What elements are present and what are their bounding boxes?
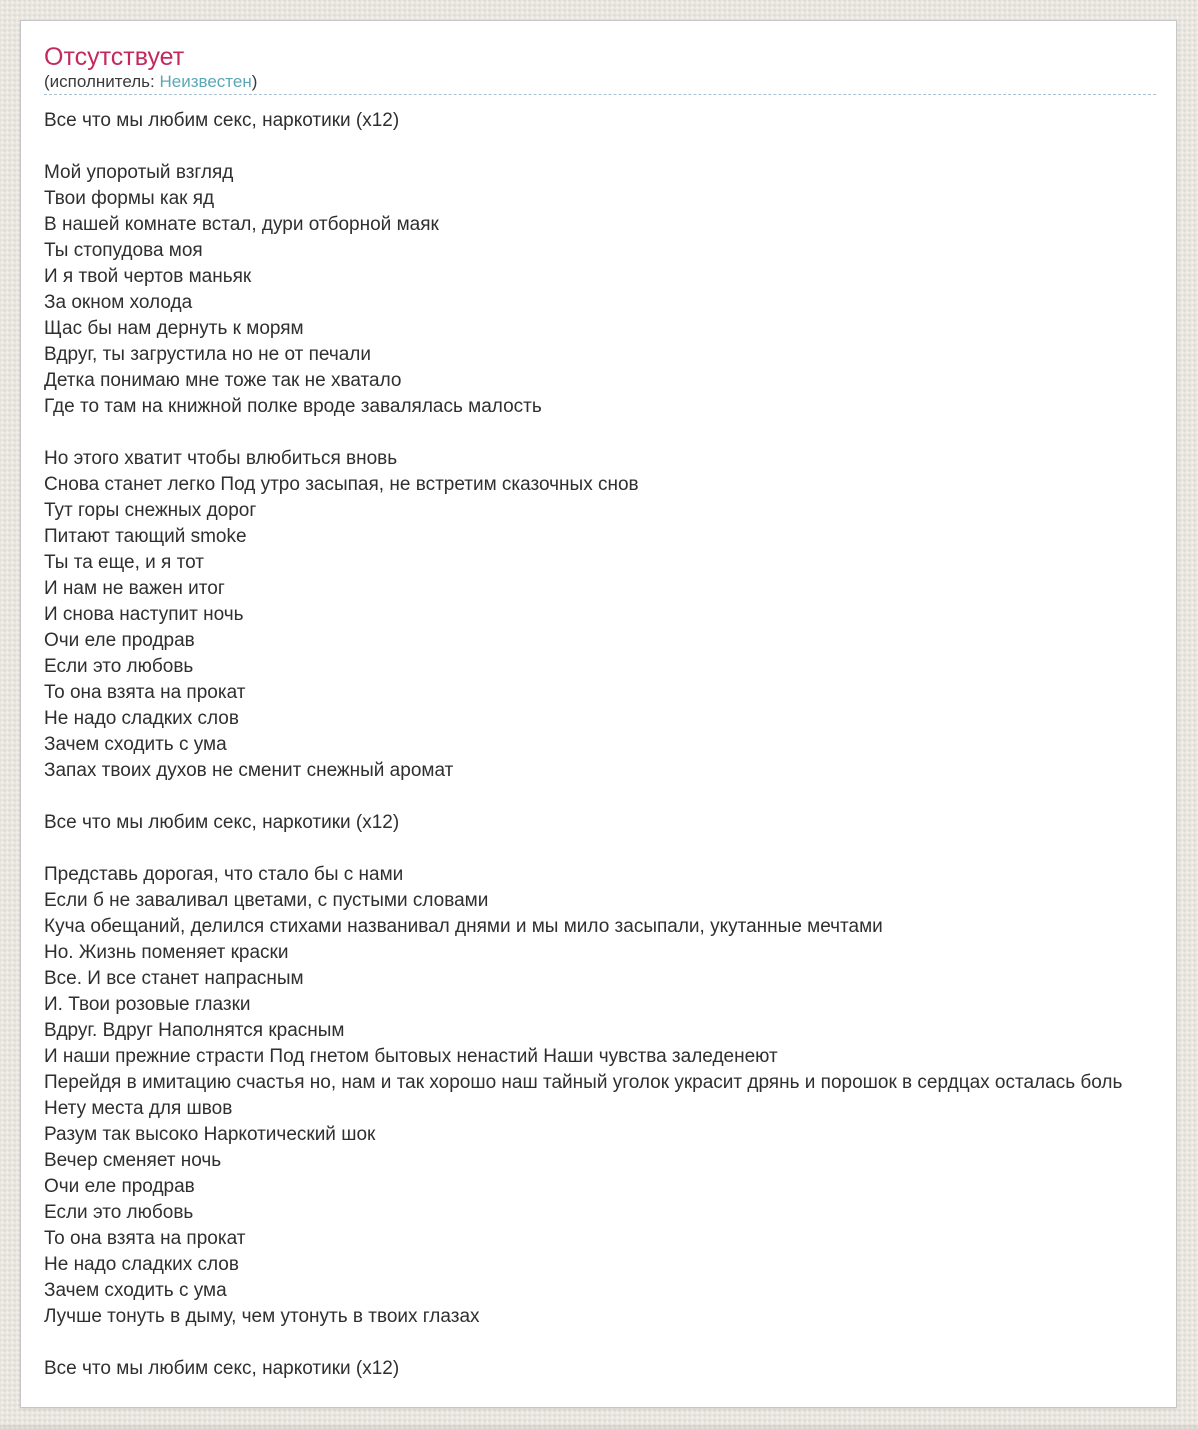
artist-line xyxy=(44,73,1156,91)
lyrics-line: Не надо сладких слов xyxy=(44,1254,239,1275)
lyrics-line: Зачем сходить с ума xyxy=(44,734,227,755)
lyrics-line: Снова станет легко Под утро засыпая, не встретим сказочных снов xyxy=(44,474,639,495)
artist-label: (исполнитель: xyxy=(44,72,160,91)
lyrics-line: Перейдя в имитацию счастья но, нам и так хорошо наш тайный уголок украсит дрянь и порошок в сердцах осталась боль xyxy=(44,1072,1123,1093)
lyrics-line: Мой упоротый взгляд xyxy=(44,162,234,183)
lyrics-line: Зачем сходить с ума xyxy=(44,1280,227,1301)
lyrics-line xyxy=(44,1330,1156,1356)
lyrics-line: Вдруг. Вдруг Наполнятся красным xyxy=(44,1020,345,1041)
lyrics-line: Если б не заваливал цветами, с пустыми словами xyxy=(44,890,489,911)
lyrics-line: Лучше тонуть в дыму, чем утонуть в твоих глазах xyxy=(44,1306,480,1327)
lyrics-line: Очи еле продрав xyxy=(44,1176,195,1197)
lyrics-line: Детка понимаю мне тоже так не хватало xyxy=(44,370,402,391)
lyrics-line: Вечер сменяет ночь xyxy=(44,1150,222,1171)
lyrics-line: И нам не важен итог xyxy=(44,578,225,599)
lyrics-line xyxy=(44,134,1156,160)
lyrics-line: Питают тающий smoke xyxy=(44,526,247,547)
lyrics-line: Запах твоих духов не сменит снежный аромат xyxy=(44,760,454,781)
lyrics-line: Вдруг, ты загрустила но не от печали xyxy=(44,344,371,365)
lyrics-line xyxy=(44,836,1156,862)
lyrics-line xyxy=(44,420,1156,446)
lyrics-line: Ты стопудова моя xyxy=(44,240,203,261)
page-bottom-shade xyxy=(0,1425,1198,1430)
lyrics-line: Все что мы любим секс, наркотики (х12) xyxy=(44,110,400,131)
lyrics-line: Ты та еще, и я тот xyxy=(44,552,204,573)
lyrics-line: Разум так высоко Наркотический шок xyxy=(44,1124,376,1145)
lyrics-line: Все что мы любим секс, наркотики (х12) xyxy=(44,812,400,833)
lyrics-line: Если это любовь xyxy=(44,1202,194,1223)
lyrics-line: То она взята на прокат xyxy=(44,1228,246,1249)
artist-link[interactable]: Неизвестен xyxy=(159,72,252,91)
lyrics-line: И. Твои розовые глазки xyxy=(44,994,251,1015)
lyrics-line: То она взята на прокат xyxy=(44,682,246,703)
lyrics-line: Все. И все станет напрасным xyxy=(44,968,304,989)
lyrics-line: Но этого хватит чтобы влюбиться вновь xyxy=(44,448,398,469)
lyrics-line: Очи еле продрав xyxy=(44,630,195,651)
lyrics-line: И я твой чертов маньяк xyxy=(44,266,252,287)
lyrics-line: Куча обещаний, делился стихами названивал днями и мы мило засыпали, укутанные мечтами xyxy=(44,916,883,937)
lyrics-line: Не надо сладких слов xyxy=(44,708,239,729)
lyrics-line xyxy=(44,784,1156,810)
lyrics-line: И наши прежние страсти Под гнетом бытовых ненастий Наши чувства заледенеют xyxy=(44,1046,778,1067)
lyrics-line: Твои формы как яд xyxy=(44,188,215,209)
lyrics-line: Тут горы снежных дорог xyxy=(44,500,257,521)
lyrics-line: В нашей комнате встал, дури отборной маяк xyxy=(44,214,439,235)
lyrics-line: Все что мы любим секс, наркотики (х12) xyxy=(44,1358,400,1379)
lyrics-line: Но. Жизнь поменяет краски xyxy=(44,942,289,963)
lyrics-line: Где то там на книжной полке вроде завалялась малость xyxy=(44,396,542,417)
song-title: Отсутствует xyxy=(44,43,185,71)
lyrics-card xyxy=(20,20,1177,1408)
artist-line-suffix: ) xyxy=(251,72,258,91)
lyrics-line: Если это любовь xyxy=(44,656,194,677)
lyrics-line: Представь дорогая, что стало бы с нами xyxy=(44,864,404,885)
lyrics-line: За окном холода xyxy=(44,292,193,313)
lyrics-line: Нету места для швов xyxy=(44,1098,233,1119)
song-header xyxy=(44,45,1156,95)
lyrics-line: Щас бы нам дернуть к морям xyxy=(44,318,304,339)
lyrics-text xyxy=(44,108,1156,1382)
lyrics-line: И снова наступит ночь xyxy=(44,604,244,625)
